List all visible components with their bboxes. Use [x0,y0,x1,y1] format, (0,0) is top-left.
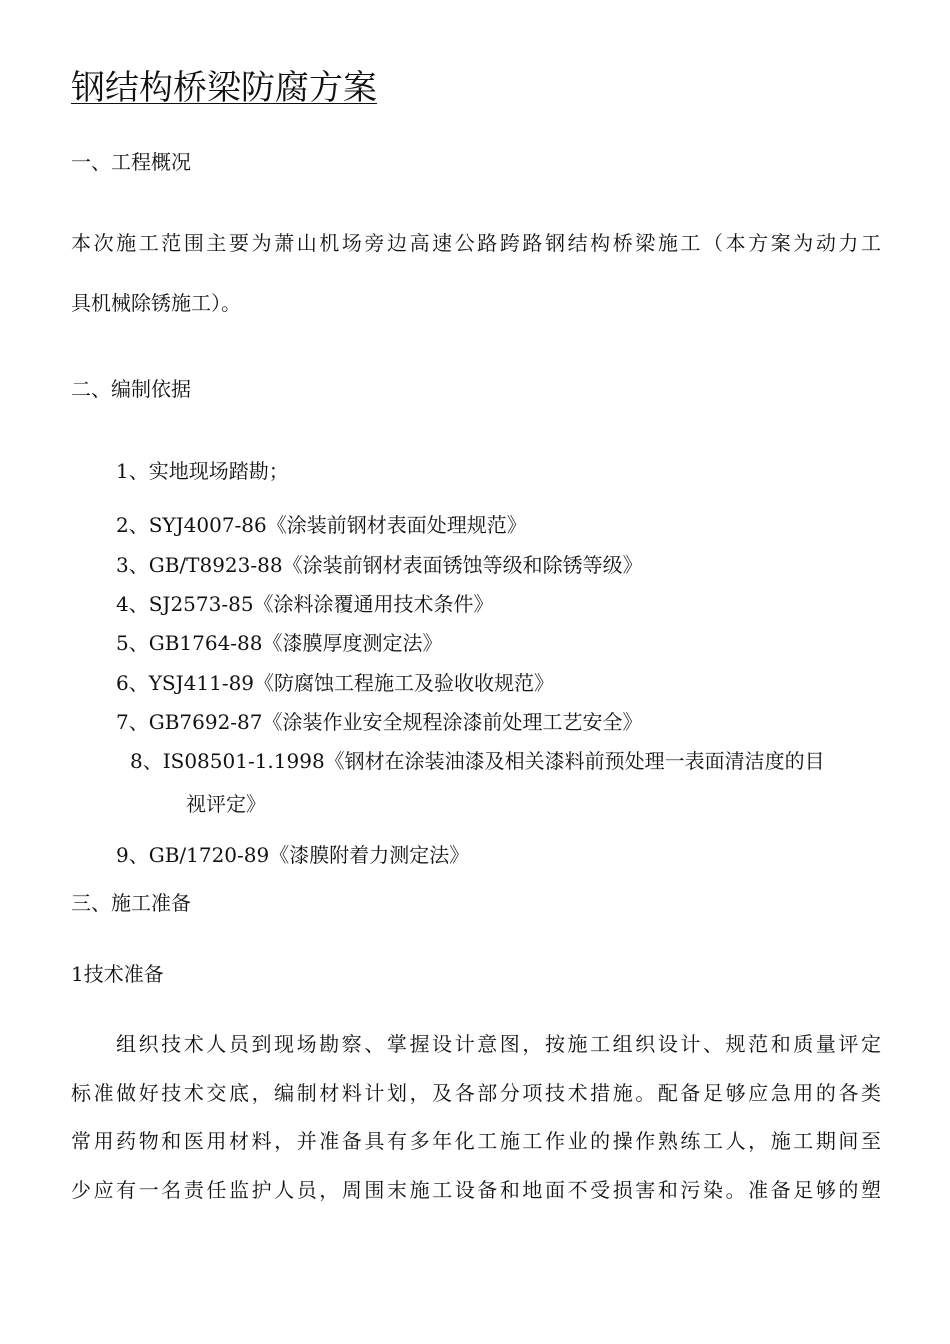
basis-list-item-continuation: 视评定》 [186,792,266,816]
subsection-heading-technical: 1技术准备 [71,962,164,986]
basis-list-item: 5、GB1764-88《漆膜厚度测定法》 [116,631,443,655]
basis-list-item: 8、IS08501-1.1998《钢材在涂装油漆及相关漆料前预处理一表面清洁度的目 [130,749,825,773]
overview-paragraph-line: 具机械除锈施工）。 [71,291,241,315]
basis-list-item: 4、SJ2573-85《涂料涂覆通用技术条件》 [116,592,494,616]
section-heading-basis: 二、编制依据 [71,377,191,401]
document-title: 钢结构桥梁防腐方案 [71,68,377,108]
preparation-paragraph-line: 常用药物和医用材料，并准备具有多年化工施工作业的操作熟练工人，施工期间至 [71,1129,881,1153]
overview-paragraph-line: 本次施工范围主要为萧山机场旁边高速公路跨路钢结构桥梁施工（本方案为动力工 [71,231,881,255]
basis-list-item: 3、GB/T8923-88《涂装前钢材表面锈蚀等级和除锈等级》 [116,553,643,577]
preparation-paragraph-line: 标准做好技术交底，编制材料计划，及各部分项技术措施。配备足够应急用的各类 [71,1081,881,1105]
basis-list-item: 1、实地现场踏勘； [116,459,289,483]
basis-list-item: 7、GB7692-87《涂装作业安全规程涂漆前处理工艺安全》 [116,710,643,734]
basis-list-item: 2、SYJ4007-86《涂装前钢材表面处理规范》 [116,513,527,537]
preparation-paragraph-line: 组织技术人员到现场勘察、掌握设计意图，按施工组织设计、规范和质量评定 [116,1032,881,1056]
section-heading-overview: 一、工程概况 [71,150,191,174]
section-heading-preparation: 三、施工准备 [71,891,191,915]
basis-list-item: 9、GB/1720-89《漆膜附着力测定法》 [116,843,470,867]
preparation-paragraph-line: 少应有一名责任监护人员，周围末施工设备和地面不受损害和污染。准备足够的塑 [71,1178,881,1202]
basis-list-item: 6、YSJ411-89《防腐蚀工程施工及验收收规范》 [116,671,555,695]
